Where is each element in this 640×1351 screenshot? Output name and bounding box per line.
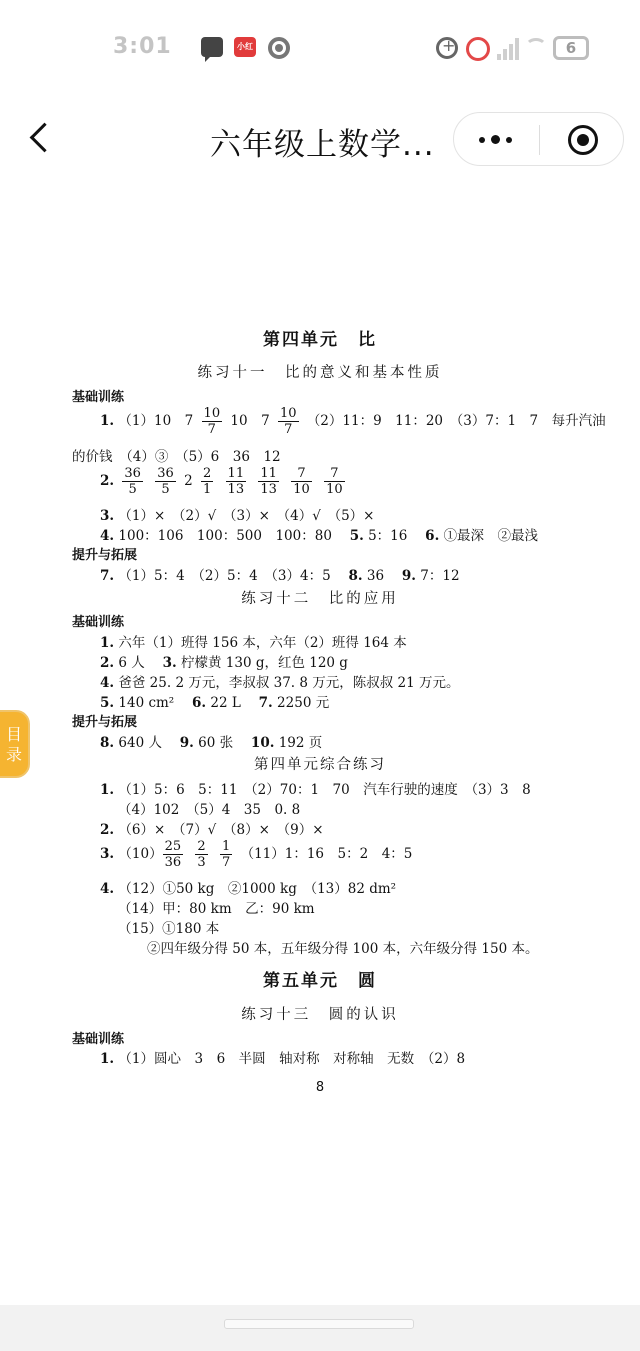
mini-program-capsule xyxy=(453,112,624,166)
catalog-tab-label: 目 xyxy=(5,725,22,744)
answer-line: 1. （1）10 7 $\frac{10}{7}$ 10 7 $\frac{10}{7}$ （2）11：9 11：20 （3）7：1 7 每升汽油 xyxy=(100,406,606,437)
answer-line: 2. 6 人 3. 柠檬黄 130 g，红色 120 g xyxy=(100,655,348,671)
answer-line: 1. （1）圆心 3 6 半圆 轴对称 对称轴 无数 （2）8 xyxy=(100,1051,466,1067)
answer-line: 1. （1）5：6 5：11 （2）70：1 70 汽车行驶的速度 （3）3 8 xyxy=(100,782,531,798)
section-heading: 提升与拓展 xyxy=(72,715,138,730)
more-dot-icon xyxy=(479,137,485,143)
answer-line: 5. 140 cm² 6. 22 L 7. 2250 元 xyxy=(100,695,330,711)
unit-title: 第五单元 圆 xyxy=(263,971,377,991)
exercise-title: 第四单元综合练习 xyxy=(254,757,386,773)
status-time: 3:01 xyxy=(113,34,172,59)
exercise-title: 练习十一 比的意义和基本性质 xyxy=(197,365,443,381)
notification-icon xyxy=(466,37,490,61)
answer-line: 7. （1）5：4 （2）5：4 （3）4：5 8. 36 9. 7：12 xyxy=(100,568,460,584)
catalog-tab[interactable] xyxy=(0,710,30,778)
sync-icon xyxy=(436,37,458,59)
catalog-tab-label: 录 xyxy=(5,745,22,764)
close-button[interactable] xyxy=(540,113,625,167)
exercise-title: 练习十三 圆的认识 xyxy=(241,1007,399,1023)
section-heading: 提升与拓展 xyxy=(72,548,138,563)
bottom-bar xyxy=(0,1305,640,1351)
section-heading: 基础训练 xyxy=(72,615,125,630)
answer-line: （14）甲：80 km 乙：90 km xyxy=(118,901,315,917)
answer-line: （15）①180 本 xyxy=(118,921,220,937)
section-heading: 基础训练 xyxy=(72,390,125,405)
answer-line: 4. 爸爸 25. 2 万元，李叔叔 37. 8 万元，陈叔叔 21 万元。 xyxy=(100,675,460,691)
answer-line: 1. 六年（1）班得 156 本，六年（2）班得 164 本 xyxy=(100,635,407,651)
more-button[interactable] xyxy=(454,113,539,167)
page-title: 六年级上数学... xyxy=(210,127,435,163)
answer-line: 4. （12）①50 kg ②1000 kg （13）82 dm² xyxy=(100,881,397,897)
answer-line: 2. （6）× （7）√ （8）× （9）× xyxy=(100,822,324,838)
section-heading: 基础训练 xyxy=(72,1032,125,1047)
location-icon xyxy=(268,37,290,59)
message-icon xyxy=(201,37,223,57)
status-bar xyxy=(0,0,640,95)
title-bar xyxy=(0,95,640,185)
more-dot-icon xyxy=(506,137,512,143)
answer-line: （4）102 （5）4 35 0. 8 xyxy=(118,802,301,818)
answer-line: 3. （10） $\frac{25}{36}$ $\frac{2}{3}$ $\frac{1}{7}$ （11）1：16 5：2 4：5 xyxy=(100,839,413,870)
answer-line: 8. 640 人 9. 60 张 10. 192 页 xyxy=(100,735,323,751)
answer-line: 3. （1）× （2）√ （3）× （4）√ （5）× xyxy=(100,508,375,524)
answer-line: 4. 100：106 100：500 100：80 5. 5：16 6. ①最深 ②最浅 xyxy=(100,528,539,544)
answer-line: 的价钱 （4）③ （5）6 36 12 xyxy=(72,449,281,465)
answer-line: ②四年级分得 50 本，五年级分得 100 本，六年级分得 150 本。 xyxy=(147,941,539,957)
battery-icon: 6 xyxy=(553,36,589,60)
exercise-title: 练习十二 比的应用 xyxy=(241,591,399,607)
more-dot-icon xyxy=(491,135,500,144)
horizontal-scrollbar[interactable] xyxy=(224,1319,414,1329)
wifi-icon xyxy=(525,38,547,56)
unit-title: 第四单元 比 xyxy=(263,330,377,350)
xiaohongshu-icon: 小红书 xyxy=(234,37,256,57)
signal-icon xyxy=(497,36,519,60)
page-number: 8 xyxy=(315,1080,325,1095)
answer-line: 2. $\frac{36}{5}$ $\frac{36}{5}$ 2 $\frac{2}{1}$ $\frac{11}{13}$ $\frac{11}{13}$ $\frac{7}{10}$ $\frac{7}{10}$ xyxy=(100,466,343,497)
back-button[interactable] xyxy=(20,117,60,159)
